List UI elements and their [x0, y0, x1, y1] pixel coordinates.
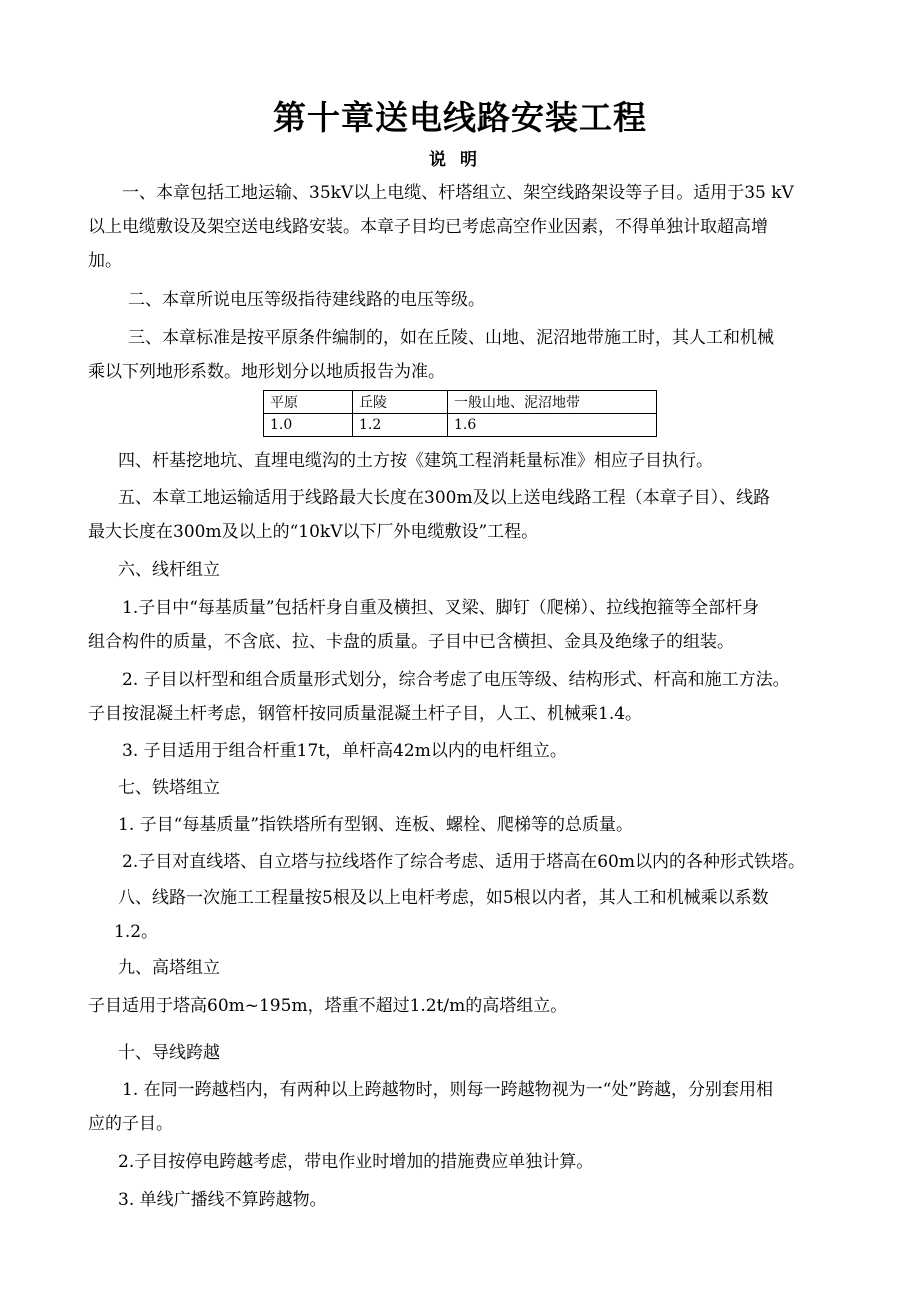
paragraph-8-line-1: 八、线路一次施工工程量按5根及以上电杆考虑，如5根以内者，其人工和机械乘以系数	[118, 888, 769, 908]
terrain-coefficient-table	[263, 390, 657, 437]
chapter-title: 第十章送电线路安装工程	[273, 98, 647, 137]
section-subtitle: 说明	[429, 150, 491, 170]
table-header-cell: 一般山地、泥沼地带	[448, 391, 657, 414]
item-10-1-line-1: 1. 在同一跨越档内，有两种以上跨越物时，则每一跨越物视为一“处”跨越，分别套用相	[122, 1080, 774, 1100]
item-7-1: 1. 子目“每基质量”指铁塔所有型钢、连板、螺栓、爬梯等的总质量。	[118, 815, 634, 835]
item-6-1-line-1: 1.子目中“每基质量”包括杆身自重及横担、叉梁、脚钉（爬梯）、拉线抱箍等全部杆身	[122, 598, 760, 618]
item-6-2-line-2: 子目按混凝土杆考虑，钢管杆按同质量混凝土杆子目，人工、机械乘1.4。	[88, 704, 643, 724]
table-header-cell: 平原	[264, 391, 353, 414]
table-cell: 1.6	[448, 414, 657, 437]
paragraph-8-line-2: 1.2。	[114, 922, 159, 942]
table-row	[264, 414, 657, 437]
item-6-1-line-2: 组合构件的质量，不含底、拉、卡盘的质量。子目中已含横担、金具及绝缘子的组装。	[88, 632, 734, 652]
section-10-heading: 十、导线跨越	[118, 1043, 220, 1063]
paragraph-1-line-2: 以上电缆敷设及架空送电线路安装。本章子目均已考虑高空作业因素，不得单独计取超高增	[88, 217, 768, 237]
section-6-heading: 六、线杆组立	[118, 560, 220, 580]
item-6-2-line-1: 2. 子目以杆型和组合质量形式划分，综合考虑了电压等级、结构形式、杆高和施工方法。	[122, 670, 790, 690]
table-header-cell: 丘陵	[353, 391, 448, 414]
paragraph-3-line-2: 乘以下列地形系数。地形划分以地质报告为准。	[88, 362, 445, 382]
item-7-2: 2.子目对直线塔、自立塔与拉线塔作了综合考虑、适用于塔高在60m以内的各种形式铁塔。	[122, 852, 805, 872]
item-6-3: 3. 子目适用于组合杆重17t，单杆高42m以内的电杆组立。	[122, 741, 567, 761]
item-10-1-line-2: 应的子目。	[88, 1114, 173, 1134]
item-10-2: 2.子目按停电跨越考虑，带电作业时增加的措施费应单独计算。	[118, 1152, 594, 1172]
paragraph-1-line-1: 一、本章包括工地运输、35kV以上电缆、杆塔组立、架空线路架设等子目。适用于35 kV	[122, 183, 794, 203]
item-10-3: 3. 单线广播线不算跨越物。	[118, 1190, 327, 1210]
paragraph-1-line-3: 加。	[88, 251, 122, 271]
section-7-heading: 七、铁塔组立	[118, 778, 220, 798]
paragraph-5-line-1: 五、本章工地运输适用于线路最大长度在300m及以上送电线路工程（本章子目）、线路	[118, 488, 771, 508]
paragraph-2: 二、本章所说电压等级指待建线路的电压等级。	[128, 290, 485, 310]
table-header-row	[264, 391, 657, 414]
paragraph-5-line-2: 最大长度在300m及以上的“10kV以下厂外电缆敷设”工程。	[88, 522, 539, 542]
paragraph-3-line-1: 三、本章标准是按平原条件编制的，如在丘陵、山地、泥沼地带施工时，其人工和机械	[128, 328, 774, 348]
table-cell: 1.0	[264, 414, 353, 437]
item-9-1: 子目适用于塔高60m~195m，塔重不超过1.2t/m的高塔组立。	[88, 996, 568, 1016]
section-9-heading: 九、高塔组立	[118, 958, 220, 978]
table-cell: 1.2	[353, 414, 448, 437]
paragraph-4: 四、杆基挖地坑、直埋电缆沟的土方按《建筑工程消耗量标准》相应子目执行。	[118, 451, 713, 471]
